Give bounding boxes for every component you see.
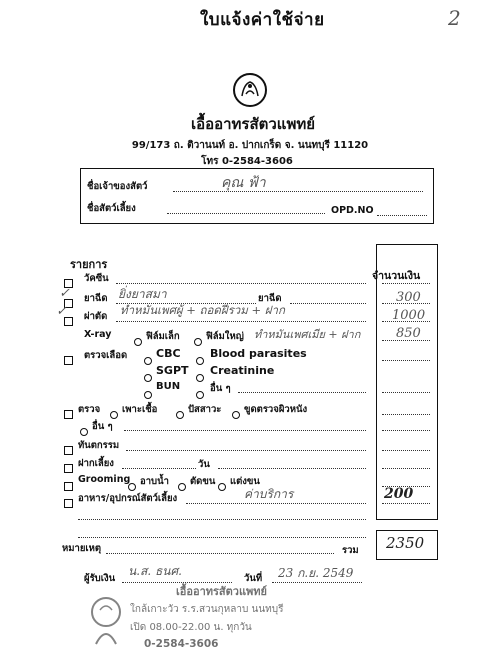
stamp-line-1: เอื้ออาทรสัตวแพทย์ (176, 585, 267, 598)
surgery-line (116, 321, 366, 322)
vaccine-line (116, 283, 366, 284)
page-title: ใบแจ้งค่าใช้จ่าย (200, 10, 325, 30)
org-name: เอื้ออาทรสัตวแพทย์ (190, 115, 316, 133)
exam-other-line (124, 430, 366, 431)
receiver-label: ผู้รับเงิน (84, 573, 116, 584)
creatinine-label: Creatinine (210, 364, 275, 377)
urine-radio[interactable] (176, 404, 184, 423)
boarding-amount-line (382, 468, 430, 469)
blood-other-label: อื่น ๆ (210, 383, 231, 394)
pet-line (167, 213, 325, 214)
vaccine-label: วัคซีน (84, 273, 109, 284)
receiver-signature: น.ส. ธนศ. (128, 564, 182, 578)
skin-radio[interactable] (232, 404, 240, 423)
amount-header: จำนวนเงิน (372, 270, 421, 282)
xray-small-radio[interactable] (134, 331, 142, 350)
boarding-label: ฝากเลี้ยง (78, 458, 114, 469)
stamp-line-3: เปิด 08.00-22.00 น. ทุกวัน (130, 622, 252, 633)
blank-line-2 (78, 537, 366, 538)
exam-label: ตรวจ (78, 404, 101, 415)
cbc-label: CBC (156, 347, 181, 360)
notes-line (106, 553, 334, 554)
blood-label: ตรวจเลือด (84, 350, 128, 361)
injection-check-mark: ✓ (59, 286, 70, 301)
sgpt-label: SGPT (156, 364, 189, 377)
pet-label: ชื่อสัตว์เลี้ยง (87, 203, 136, 214)
dental-label: ทันตกรรม (78, 440, 120, 451)
blood-amount-line-2 (382, 392, 430, 393)
injection-amount: 300 (396, 290, 421, 305)
clinic-stamp (78, 580, 378, 658)
xray-small-label: ฟิล์มเล็ก (146, 331, 180, 342)
page-mark: 2 (448, 6, 461, 30)
stamp-line-4: 0-2584-3606 (144, 638, 219, 650)
culture-label: เพาะเชื้อ (122, 404, 158, 415)
injection-line-2 (290, 303, 366, 304)
xray-amount-line (382, 340, 430, 341)
surgery-amount: 1000 (392, 308, 426, 323)
owner-label: ชื่อเจ้าของสัตว์ (87, 181, 148, 192)
xray-handwriting: ทำหมันเพศเมีย + ฝาก (254, 328, 361, 341)
boarding-checkbox[interactable] (64, 458, 73, 477)
stamp-emblem-icon (88, 594, 124, 646)
xray-amount: 850 (396, 326, 421, 341)
surgery-check-mark: ✓ (56, 304, 67, 319)
blood-other-radio[interactable] (196, 384, 204, 403)
date-value: 23 ก.ย. 2549 (278, 566, 354, 580)
food-amount: 200 (384, 486, 414, 502)
blank-line-1 (78, 519, 366, 520)
xray-label: X-ray (84, 329, 112, 340)
blood-other-line (238, 392, 366, 393)
dress-radio[interactable] (218, 476, 226, 495)
food-label: อาหาร/อุปกรณ์สัตว์เลี้ยง (78, 493, 178, 504)
food-line (186, 503, 366, 504)
total-label: รวม (342, 545, 359, 556)
blood-parasites-label: Blood parasites (210, 347, 307, 360)
food-handwriting: ค่าบริการ (244, 487, 294, 501)
dental-line (126, 450, 366, 451)
food-checkbox[interactable] (64, 493, 73, 512)
injection-handwriting: ยิ่งยาสมา (118, 287, 167, 301)
dental-amount-line (382, 450, 430, 451)
xray-large-radio[interactable] (194, 331, 202, 350)
boarding-line (122, 468, 196, 469)
blood-amount-line (382, 360, 430, 361)
bun-label: BUN (156, 381, 181, 392)
bath-label: อาบน้ำ (140, 476, 169, 487)
org-phone: โทร 0-2584-3606 (201, 156, 293, 167)
skin-label: ขูดตรวจผิวหนัง (244, 404, 308, 415)
owner-value: คุณ ฟ้า (221, 175, 266, 191)
surgery-amount-line (382, 321, 430, 322)
amount-column (376, 244, 438, 520)
grooming-label: Grooming (78, 474, 131, 485)
opd-label: OPD.NO (331, 205, 374, 216)
org-address: 99/173 ถ. ติวานนท์ อ. ปากเกร็ด จ. นนทบุรี 11120 (131, 140, 369, 151)
xray-large-label: ฟิล์มใหญ่ (206, 331, 244, 342)
clinic-logo (232, 72, 268, 112)
cut-hair-label: ตัดขน (190, 476, 216, 487)
urine-label: ปัสสาวะ (188, 404, 222, 415)
stamp-line-2: ใกล้เกาะวัว ร.ร.สวนกุหลาบ นนทบุรี (130, 604, 284, 615)
date-label: วันที่ (244, 573, 263, 584)
dress-label: แต่งขน (230, 476, 260, 487)
exam-other-label: อื่น ๆ (92, 421, 113, 432)
dental-checkbox[interactable] (64, 440, 73, 459)
exam-amount-line (382, 414, 430, 415)
injection-label: ยาฉีด (84, 293, 108, 304)
boarding-line-2 (218, 468, 366, 469)
injection-amount-line (382, 303, 430, 304)
cut-hair-radio[interactable] (178, 476, 186, 495)
blood-checkbox[interactable] (64, 350, 73, 369)
owner-box (80, 168, 434, 224)
exam-checkbox[interactable] (64, 404, 73, 423)
surgery-label: ผ่าตัด (84, 311, 108, 322)
injection-note: ยาฉีด (258, 293, 282, 304)
vaccine-amount-line (382, 283, 430, 284)
owner-line (173, 191, 423, 192)
notes-label: หมายเหตุ (62, 543, 102, 554)
exam-amount-line-2 (382, 430, 430, 431)
food-amount-line (382, 503, 430, 504)
bun-radio[interactable] (144, 384, 152, 403)
surgery-handwriting: ทำหมันเพศผู้ + ถอดฝีรวม + ฝาก (120, 303, 285, 317)
opd-line (377, 215, 427, 216)
boarding-days-label: วัน (198, 459, 210, 470)
items-header: รายการ (70, 258, 108, 271)
total-amount: 2350 (386, 534, 425, 552)
